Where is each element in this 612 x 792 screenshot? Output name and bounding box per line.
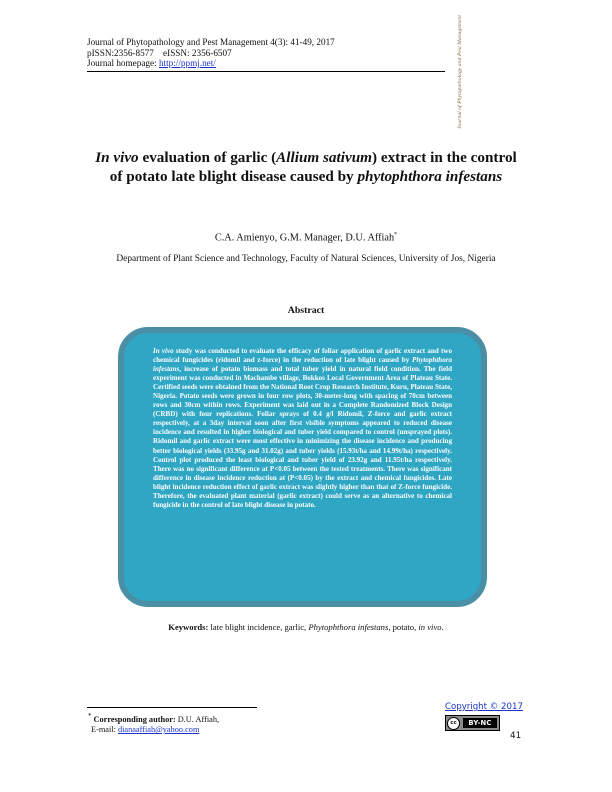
keywords <box>0 622 612 632</box>
footnote-author-line <box>88 712 219 725</box>
corresponding-author-footnote <box>88 712 219 736</box>
creative-commons-icon: cc <box>447 717 460 730</box>
abstract-text <box>153 347 452 510</box>
affiliation: Department of Plant Science and Technology, Faculty of Natural Sciences, University of Jos, Nigeria <box>116 254 496 264</box>
journal-citation: Journal of Phytopathology and Pest Management 4(3): 41-49, 2017 <box>87 37 335 47</box>
journal-info <box>87 37 335 69</box>
author-list <box>0 232 612 243</box>
abstract-pathogen: Phytophthora infestans <box>153 356 452 374</box>
journal-logo <box>452 14 468 130</box>
footnote-divider <box>87 707 257 708</box>
footnote-label: Corresponding author: <box>91 714 176 724</box>
title-text-2: ) extract in the control of potato late blight disease caused by <box>109 149 517 185</box>
author-names: C.A. Amienyo, G.M. Manager, D.U. Affiah <box>214 232 395 244</box>
copyright-link[interactable]: Copyright © 2017 <box>445 702 523 712</box>
abstract-text-a: study was conducted to evaluate the efficacy of foliar application of garlic extract and two chemical fungicides (ridomil and z-force) in the reduction of late blight caused by <box>153 347 452 365</box>
keywords-label: Keywords: <box>168 622 209 632</box>
journal-homepage <box>87 58 335 69</box>
footnote-email-line <box>88 725 219 736</box>
footnote-name: D.U. Affiah, <box>175 714 220 724</box>
corresponding-mark: * <box>394 232 398 238</box>
keywords-text-a: late blight incidence, garlic, <box>208 622 309 632</box>
abstract-text-b: , increase of potato biomass and total tuber yield in natural field condition. The field experiment was conducted in Machambe village, Bokkos Local Government Area of Plateau State. Certified seeds were obtained from the National Root Crop Research Institute, Kuru, Plateau State, Nigeria. Potato seeds were grown in four row plots, 30-meter-long with spacing of 70cm between rows and 30cm within rows. Experiment was laid out in a Complete Randomized Block Design (CRBD) with four replications. Foliar sprays of 0.4 g/l Ridomil, Z-force and garlic extract respectively, at a 3day interval soon after first visible symptoms appeared to reduced disease incidence and resulted in higher biological and tuber yield compared to control (unsprayed plots). Ridomil and garlic extract were most effective in minimizing the disease incidence and producing better biological yields (33.95g and 31.02g) and tuber yields (15.93t/ha and 14.99t/ha) respectively. Control plot produced the least biological and tuber yield of 23.92g and 11.95t/ha respectively. There was no significant difference at P<0.05 between the tested treatments. There was significant difference in disease incidence reduction at (P<0.05) by the extract and chemical fungicides. Late blight incidence reduction effect of garlic extract was slightly higher than that of Z-force fungicide. Therefore, the evaluated plant material (garlic extract) could serve as an alternative to chemical fungicide in the control of late blight disease in potato. <box>153 365 452 509</box>
abstract-lead-italic: In vivo <box>153 347 174 355</box>
email-label: E-mail: <box>91 725 118 735</box>
page-number: 41 <box>510 731 522 741</box>
license-label: BY-NC <box>463 718 497 728</box>
keywords-text-c: . <box>441 622 444 632</box>
footnote-mark: * <box>88 713 92 720</box>
abstract-heading: Abstract <box>287 305 325 316</box>
keywords-text-b: , potato, <box>388 622 419 632</box>
paper-title <box>88 148 524 186</box>
keywords-pathogen: Phytophthora infestans <box>308 622 389 632</box>
email-link[interactable]: dianaaffiah@yahoo.com <box>117 725 200 735</box>
title-pathogen: phytophthora infestans <box>357 168 503 185</box>
keywords-in-vivo: in vivo <box>418 622 442 632</box>
journal-logo-text: Journal of Phytopathology and Pest Management <box>457 14 463 130</box>
cc-license-badge[interactable] <box>445 715 500 731</box>
header-divider <box>87 71 445 72</box>
title-in-vivo: In vivo <box>95 149 139 166</box>
title-species: Allium sativum <box>276 149 372 166</box>
journal-issn: pISSN:2356-8577 eISSN: 2356-6507 <box>87 47 232 58</box>
homepage-label: Journal homepage: <box>87 58 159 69</box>
homepage-link[interactable]: http://ppmj.net/ <box>158 58 216 69</box>
title-text-1: evaluation of garlic ( <box>138 149 277 166</box>
